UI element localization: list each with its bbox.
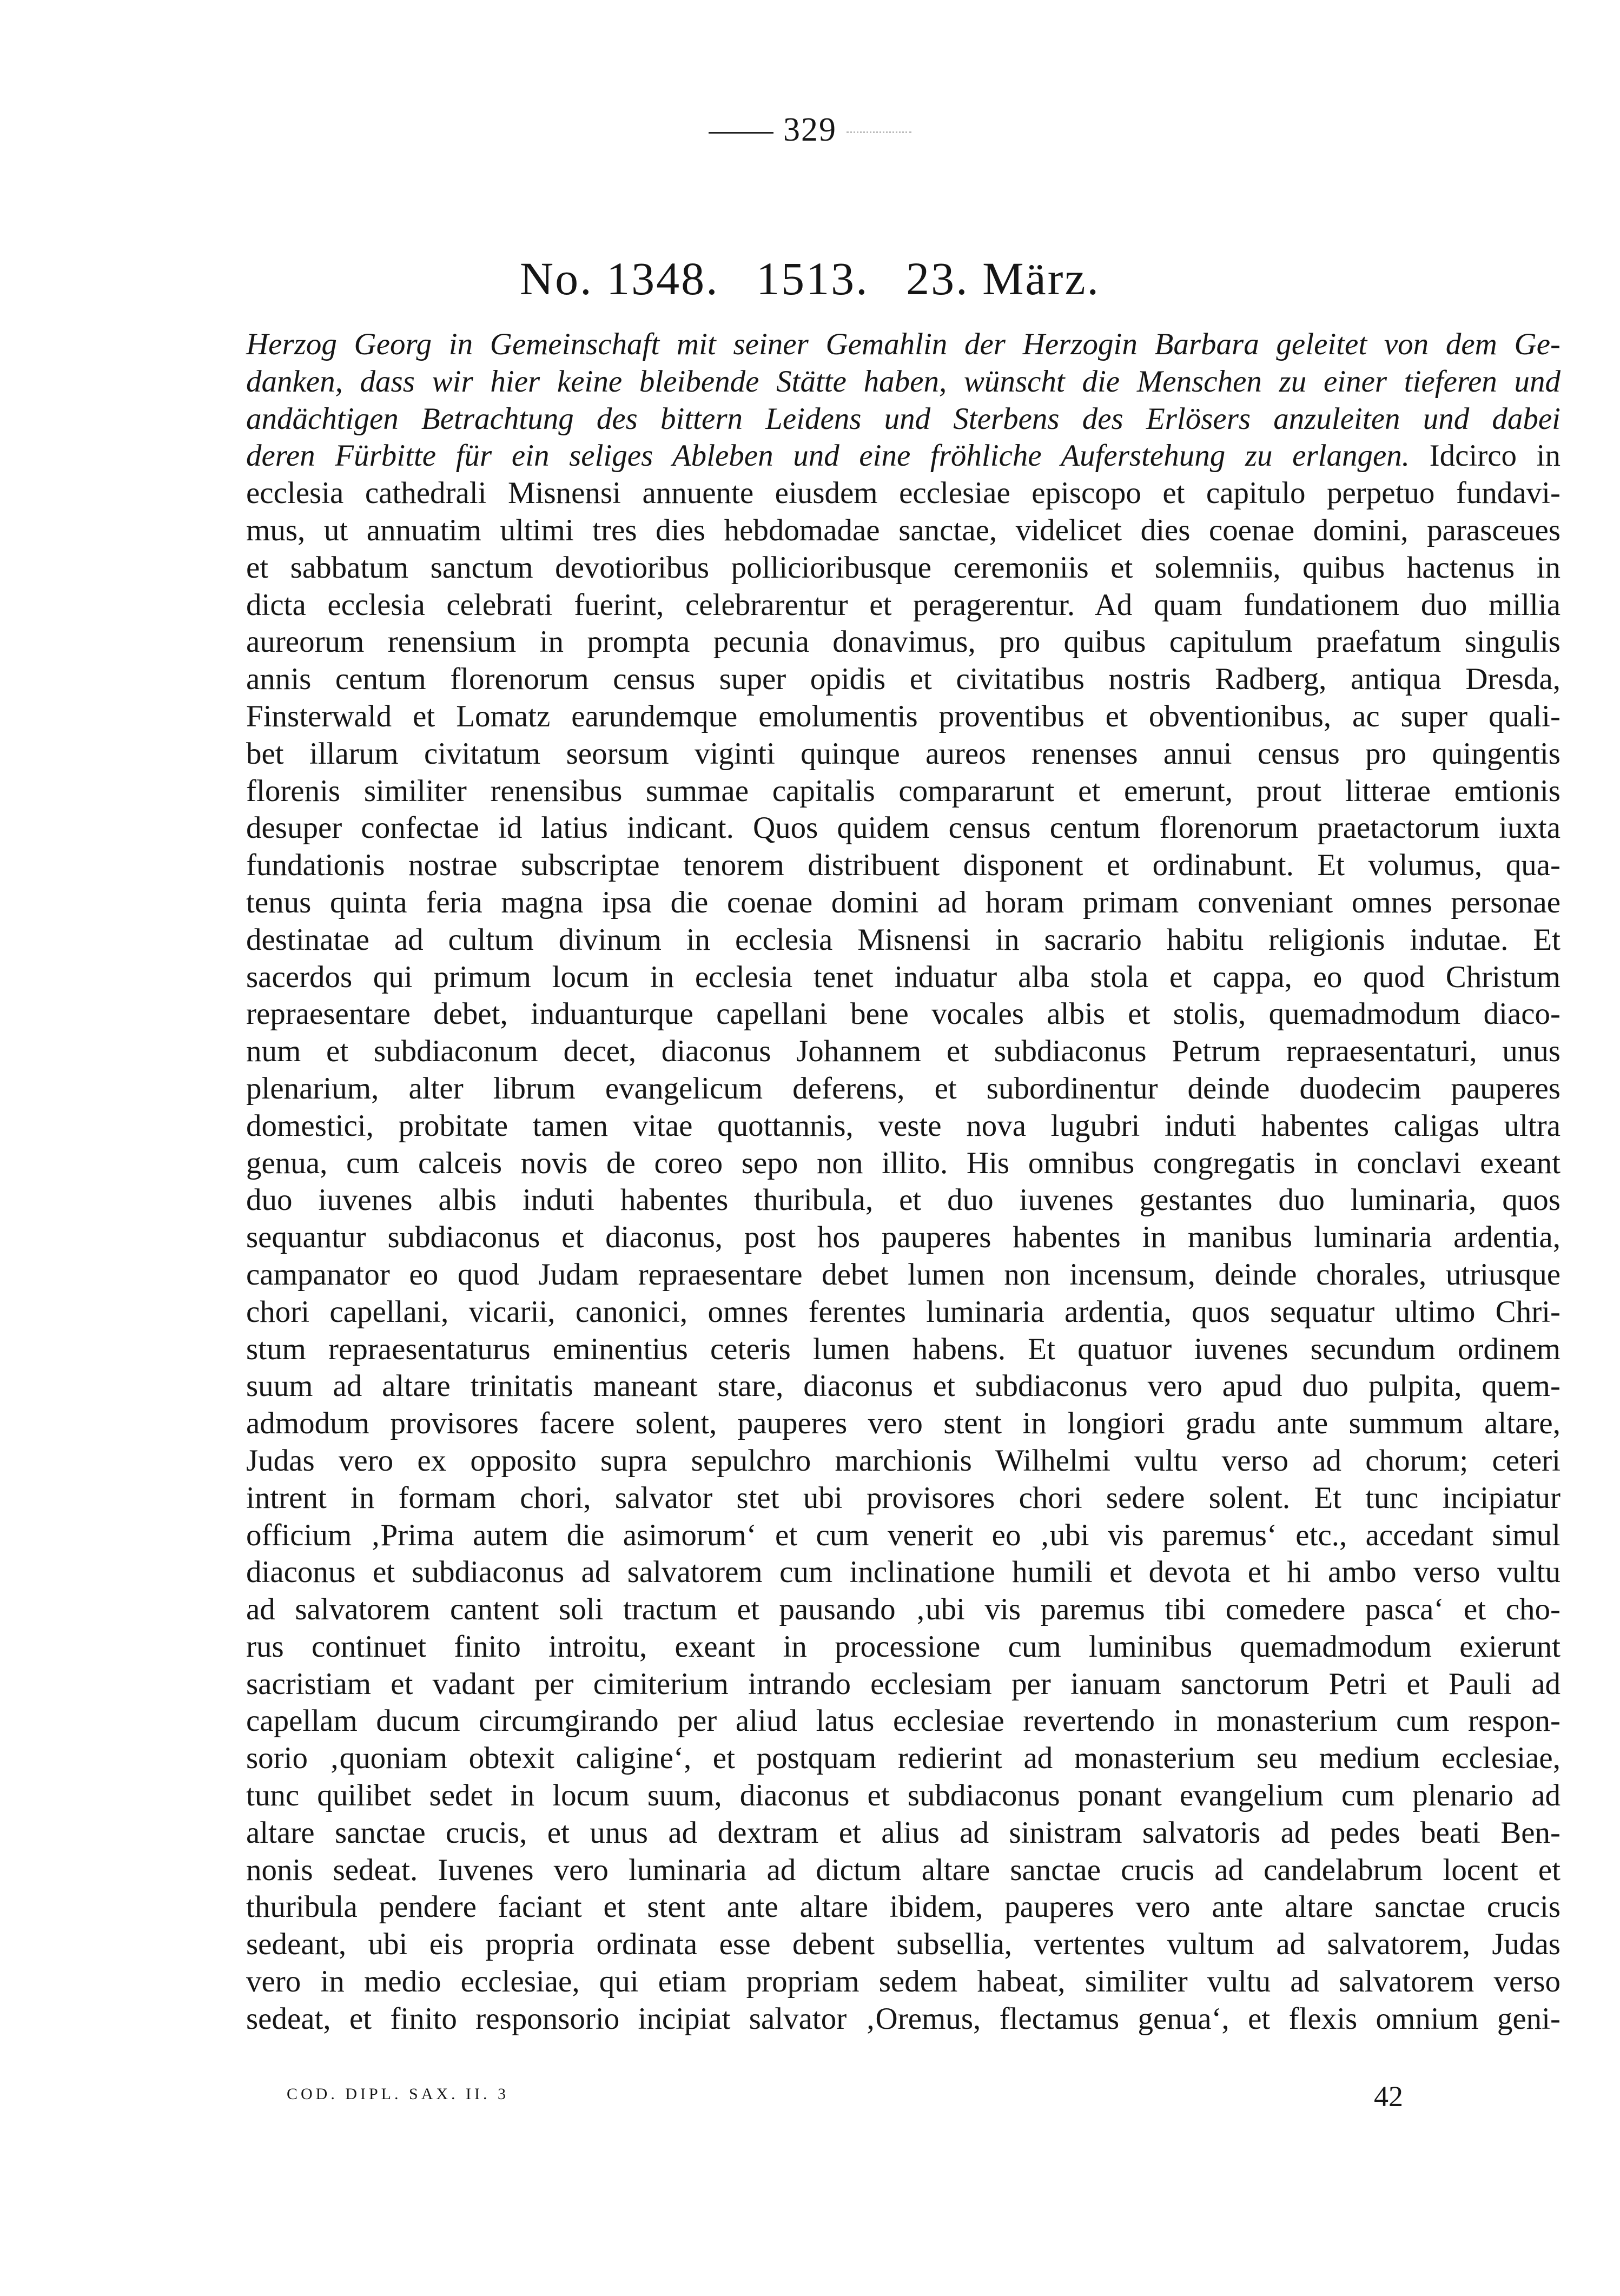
body-line: tunc quilibet sedet in locum suum, diaconus et subdiaconus ponant evangelium cum plenario ad [246,1778,1561,1813]
header-rule-left [709,132,773,134]
body-line: annis centum florenorum census super opidis et civitatibus nostris Radberg, antiqua Dresda, [246,662,1561,697]
header-rule-right [847,131,911,135]
body-line: aureorum renensium in prompta pecunia donavimus, pro quibus capitulum praefatum singulis [246,625,1561,659]
body-line: fundationis nostrae subscriptae tenorem distribuent disponent et ordinabunt. Et volumus, qua- [246,848,1561,883]
body-line: num et subdiaconum decet, diaconus Johannem et subdiaconus Petrum repraesentaturi, unus [246,1034,1561,1069]
body-line: nonis sedeat. Iuvenes vero luminaria ad dictum altare sanctae crucis ad candelabrum locent et [246,1852,1561,1887]
body-line: sorio ‚quoniam obtexit caligine‘, et postquam redierint ad monasterium seu medium ecclesiae, [246,1741,1561,1776]
summary-line: Herzog Georg in Gemeinschaft mit seiner Gemahlin der Herzogin Barbara geleitet von dem Ge- [246,327,1561,361]
document-number: No. 1348. [519,253,719,305]
body-line: admodum provisores facere solent, pauperes vero stent in longiori gradu ante summum altare, [246,1406,1561,1441]
body-line: ad salvatorem cantent soli tractum et pausando ‚ubi vis paremus tibi comedere pasca‘ et cho- [246,1592,1561,1627]
body-line: domestici, probitate tamen vitae quottannis, veste nova lugubri induti habentes caligas ultra [246,1108,1561,1143]
body-line: duo iuvenes albis induti habentes thuribula, et duo iuvenes gestantes duo luminaria, quos [246,1183,1561,1218]
body-line: officium ‚Prima autem die asimorum‘ et cum venerit eo ‚ubi vis paremus‘ etc., accedant simul [246,1518,1561,1552]
body-line: thuribula pendere faciant et stent ante altare ibidem, pauperes vero ante altare sanctae crucis [246,1890,1561,1924]
body-line: et sabbatum sanctum devotioribus pollicioribusque ceremoniis et solemniis, quibus hactenus in [246,550,1561,585]
body-line: Finsterwald et Lomatz earundemque emolumentis proventibus et obventionibus, ac super quali- [246,699,1561,733]
main-text [246,326,1561,2038]
body-line: mus, ut annuatim ultimi tres dies hebdomadae sanctae, videlicet dies coenae domini, parasceues [246,513,1561,547]
body-line: sedeat, et finito responsorio incipiat salvator ‚Oremus, flectamus genua‘, et flexis omnium geni- [246,2001,1561,2036]
body-line: altare sanctae crucis, et unus ad dextram et alius ad sinistram salvatoris ad pedes beati Ben- [246,1815,1561,1850]
body-line: chori capellani, vicarii, canonici, omnes ferentes luminaria ardentia, quos sequatur ultimo Chri- [246,1294,1561,1329]
body-line: sedeant, ubi eis propria ordinata esse debent subsellia, vertentes vultum ad salvatorem, Judas [246,1927,1561,1962]
body-line: diaconus et subdiaconus ad salvatorem cum inclinatione humili et devota et hi ambo verso vultu [246,1555,1561,1590]
summary-line: danken, dass wir hier keine bleibende Stätte haben, wünscht die Menschen zu einer tieferen und [246,364,1561,399]
body-line: ecclesia cathedrali Misnensi annuente eiusdem ecclesiae episcopo et capitulo perpetuo fundavi- [246,476,1561,511]
body-line: sacerdos qui primum locum in ecclesia tenet induatur alba stola et cappa, eo quod Christum [246,960,1561,994]
body-text-start: Idcirco in [1429,439,1561,473]
footer-sheet-number: 42 [1374,2080,1403,2113]
page-number: 329 [783,111,837,148]
body-line: bet illarum civitatum seorsum viginti quinque aureos renenses annui census pro quingentis [246,736,1561,771]
body-line: capellam ducum circumgirando per aliud latus ecclesiae revertendo in monasterium cum respon- [246,1704,1561,1738]
body-line: suum ad altare trinitatis maneant stare, diaconus et subdiaconus vero apud duo pulpita, quem- [246,1369,1561,1404]
body-line: sacristiam et vadant per cimiterium intrando ecclesiam per ianuam sanctorum Petri et Pauli ad [246,1666,1561,1701]
body-line: repraesentare debet, induanturque capellani bene vocales albis et stolis, quemadmodum diaco- [246,997,1561,1031]
body-line: plenarium, alter librum evangelicum deferens, et subordinentur deinde duodecim pauperes [246,1071,1561,1106]
summary-line: andächtigen Betrachtung des bittern Leidens und Sterbens des Erlösers anzuleiten und dabei [246,401,1561,436]
body-line: dicta ecclesia celebrati fuerint, celebrarentur et peragerentur. Ad quam fundationem duo millia [246,587,1561,622]
body-line: tenus quinta feria magna ipsa die coenae domini ad horam primam conveniant omnes personae [246,885,1561,919]
body-line: sequantur subdiaconus et diaconus, post hos pauperes habentes in manibus luminaria ardentia, [246,1220,1561,1255]
summary-transition-line [246,438,1561,475]
body-line: florenis similiter renensibus summae capitalis compararunt et emerunt, prout litterae emtionis [246,773,1561,808]
body-line: Judas vero ex opposito supra sepulchro marchionis Wilhelmi vultu verso ad chorum; ceteri [246,1443,1561,1478]
page-number-row [0,111,1620,149]
body-line: destinatae ad cultum divinum in ecclesia Misnensi in sacrario habitu religionis indutae. Et [246,922,1561,957]
document-date: 23. März. [906,253,1101,305]
body-line: campanator eo quod Judam repraesentare debet lumen non incensum, deinde chorales, utriusque [246,1257,1561,1292]
body-line: stum repraesentaturus eminentius ceteris lumen habens. Et quatuor iuvenes secundum ordinem [246,1332,1561,1366]
summary-end: deren Fürbitte für ein seliges Ableben und eine fröhliche Auferstehung zu erlangen. [246,439,1410,473]
document-year: 1513. [756,253,869,305]
body-line: desuper confectae id latius indicant. Quos quidem census centum florenorum praetactorum iuxta [246,811,1561,845]
body-line: genua, cum calceis novis de coreo sepo non illito. His omnibus congregatis in conclavi exeant [246,1146,1561,1180]
document-heading [0,252,1620,306]
footer-signature: COD. DIPL. SAX. II. 3 [287,2085,509,2103]
body-text [246,475,1561,2037]
body-line: intrent in formam chori, salvator stet ubi provisores chori sedere solent. Et tunc incipiatur [246,1480,1561,1515]
body-line: rus continuet finito introitu, exeant in processione cum luminibus quemadmodum exierunt [246,1629,1561,1664]
body-line: vero in medio ecclesiae, qui etiam propriam sedem habeat, similiter vultu ad salvatorem verso [246,1964,1561,1999]
